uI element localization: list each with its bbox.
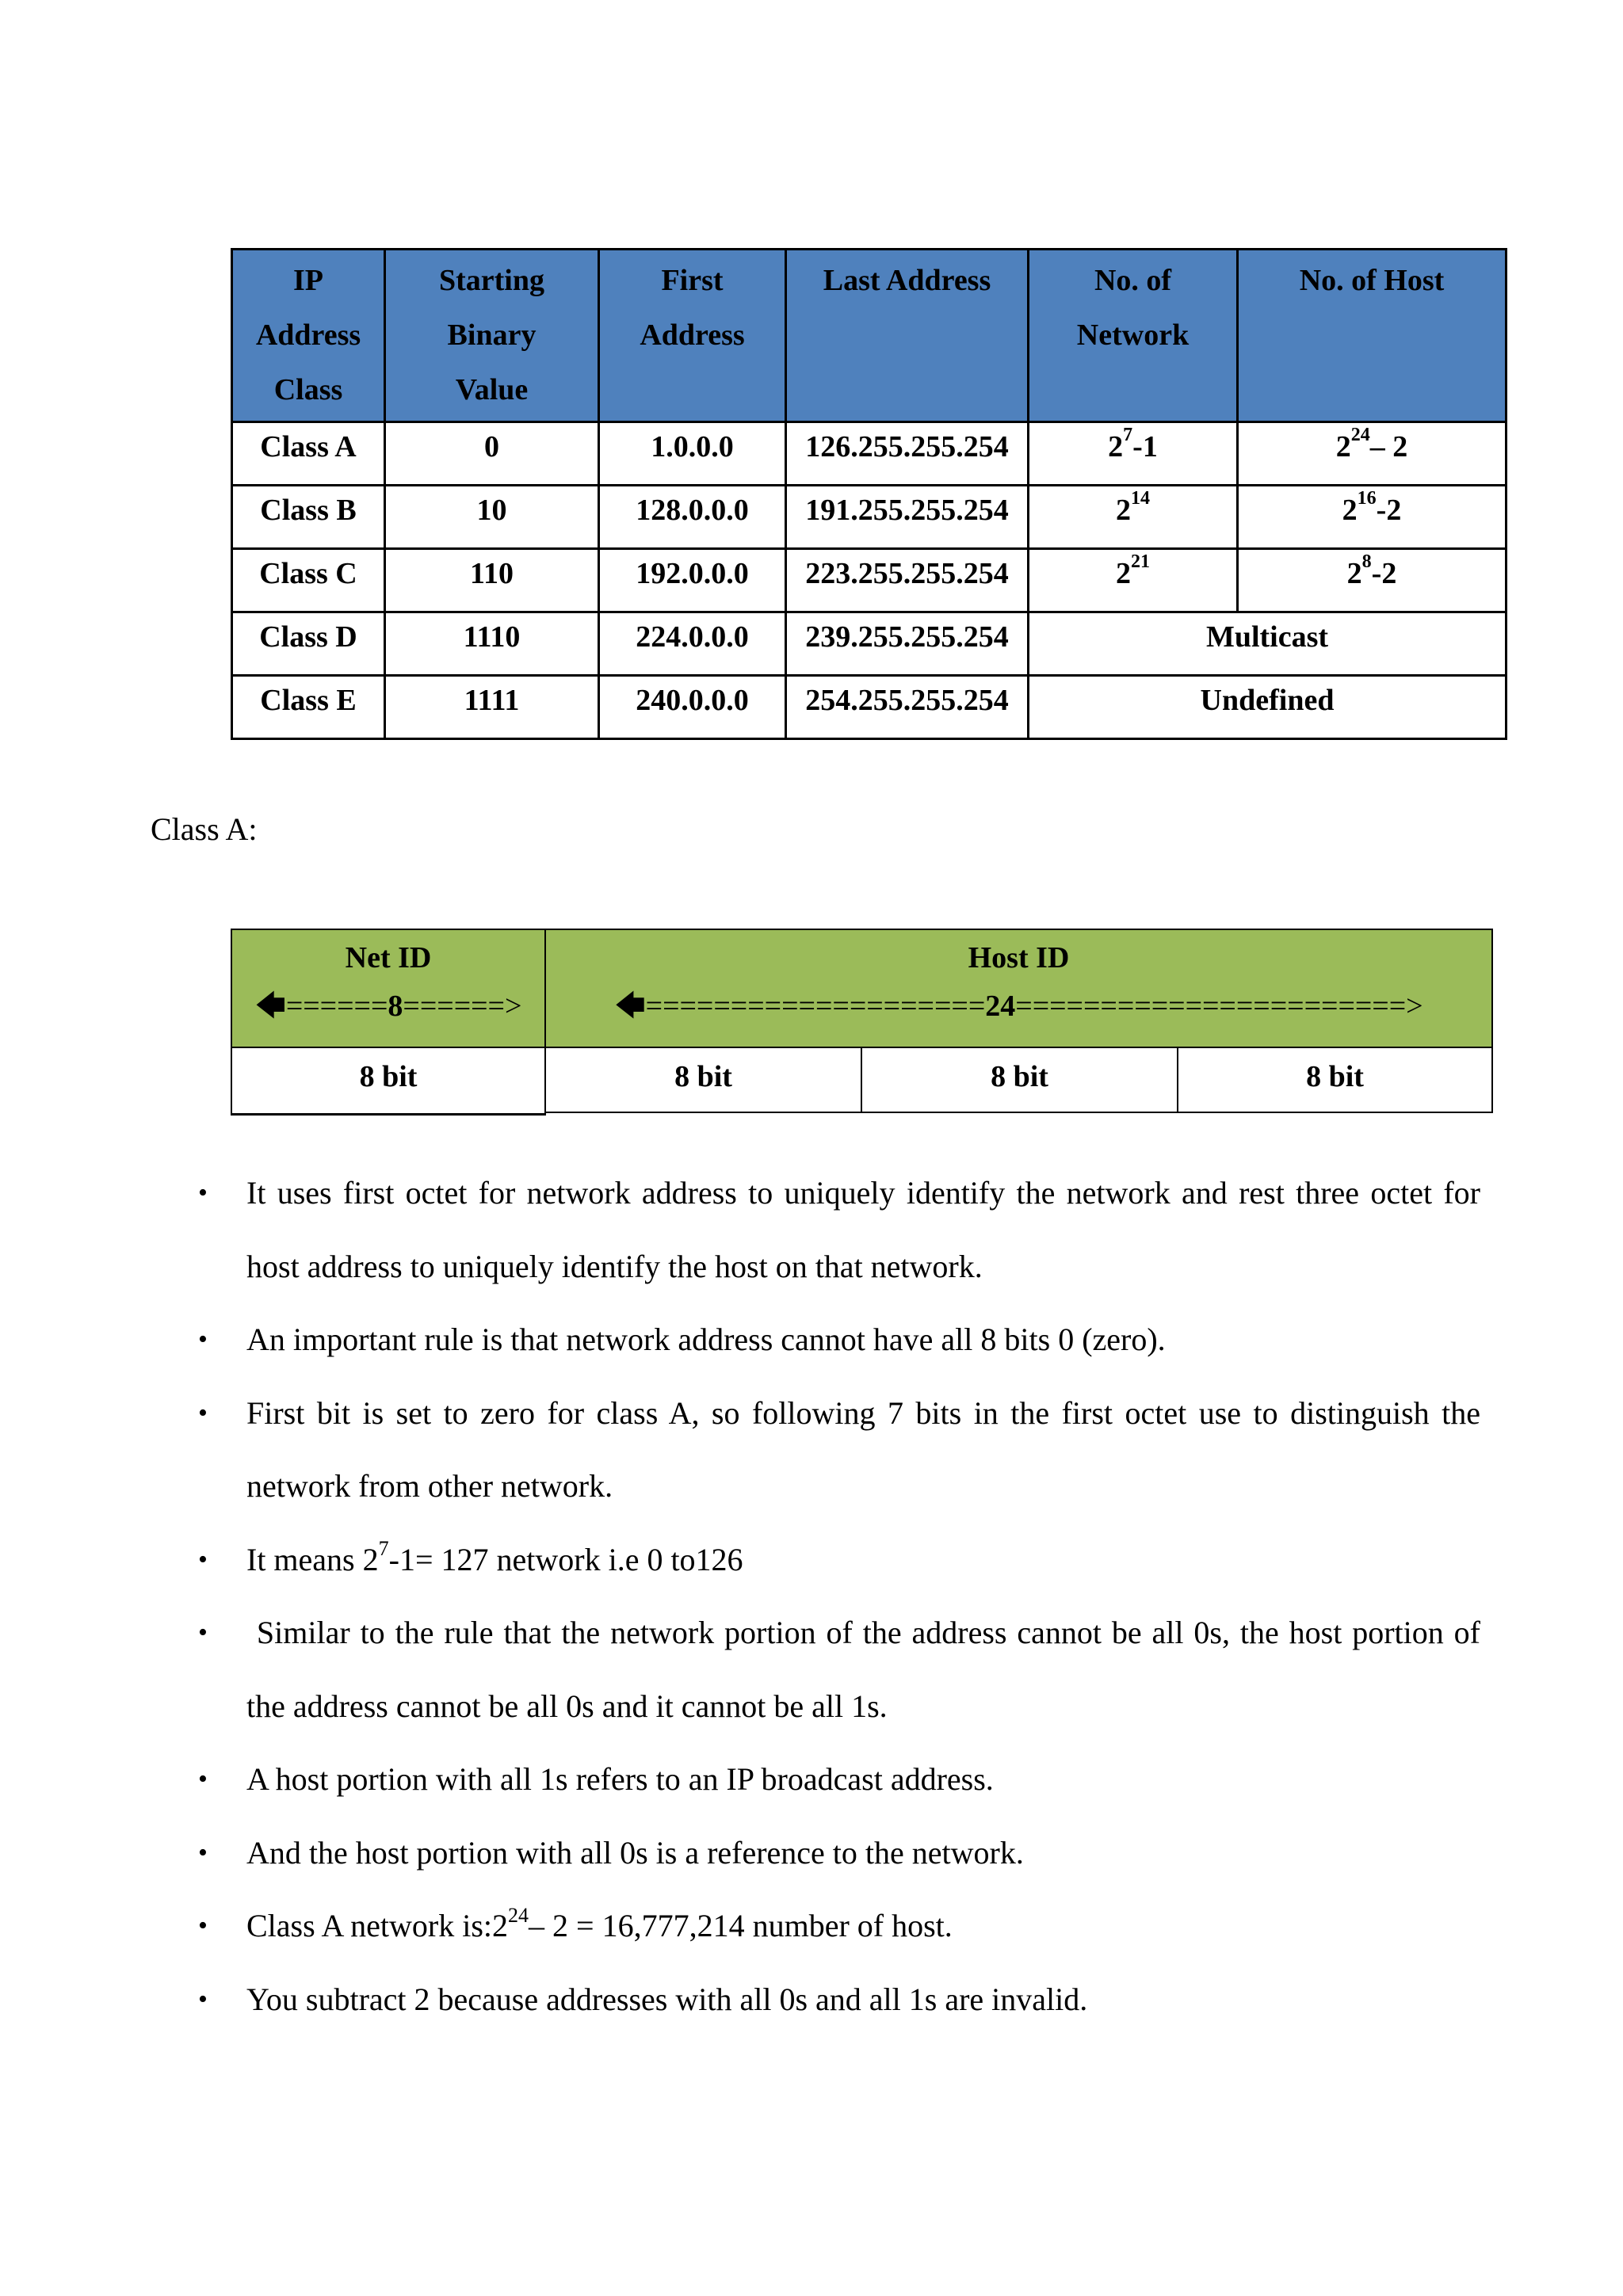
cell-networks: $2^{21}$: [1029, 549, 1238, 612]
header-ip-address-class: IP Address Class: [232, 250, 385, 422]
bullet-icon: •: [198, 1911, 208, 1940]
octet-1-bits: 8 bit: [231, 1047, 546, 1116]
list-item: • A host portion with all 1s refers to an IP broadcast address.: [0, 1743, 1480, 1817]
class-a-octet-diagram: [231, 929, 1493, 1116]
cell-first-address: 240.0.0.0: [599, 676, 786, 739]
cell-last-address: 254.255.255.254: [786, 676, 1029, 739]
table-row-class-a: [232, 422, 1507, 486]
host-id-cell: [544, 929, 1493, 1048]
bullet-icon: •: [198, 1178, 208, 1207]
host-id-span-arrow: 🡄====================24=======================>: [614, 990, 1423, 1023]
cell-class: Class D: [232, 612, 385, 676]
cell-last-address: 126.255.255.254: [786, 422, 1029, 486]
bullet-icon: •: [198, 1544, 208, 1574]
list-item: • Class A network $is:2^{24}-$ 2 = 16,777,214 number of host.: [0, 1890, 1480, 1963]
table-row-class-b: [232, 486, 1507, 549]
net-id-span-arrow: 🡄======8======>: [254, 990, 522, 1023]
list-item: • It means $2^7-1= 127$ network i.e 0 to126: [0, 1524, 1480, 1597]
table-row-class-d: [232, 612, 1507, 676]
table-row-class-e: [232, 676, 1507, 739]
net-id-title: Net ID: [345, 941, 432, 974]
octet-3-bits: 8 bit: [861, 1047, 1178, 1113]
header-starting-binary-value: Starting Binary Value: [385, 250, 599, 422]
cell-last-address: 223.255.255.254: [786, 549, 1029, 612]
bullet-icon: •: [198, 1984, 208, 2014]
host-id-title: Host ID: [968, 941, 1070, 974]
net-id-cell: [231, 929, 546, 1048]
cell-hosts: $2^{24}-$ 2: [1238, 422, 1507, 486]
cell-binary: 10: [385, 486, 599, 549]
list-item: • It uses first octet for network address to uniquely identify the network and rest three octet for host address to uniquely identify the host on that network.: [0, 1157, 1480, 1303]
cell-binary: 1111: [385, 676, 599, 739]
cell-last-address: 191.255.255.254: [786, 486, 1029, 549]
cell-class: Class A: [232, 422, 385, 486]
header-no-of-host: No. of Host: [1238, 250, 1507, 422]
bullet-icon: •: [198, 1618, 208, 1647]
list-item: • And the host portion with all 0s is a reference to the network.: [0, 1817, 1480, 1890]
ip-class-table: [231, 248, 1507, 740]
cell-class: Class E: [232, 676, 385, 739]
cell-hosts: $2^8-2$: [1238, 549, 1507, 612]
bullet-icon: •: [198, 1764, 208, 1794]
table-row-class-c: [232, 549, 1507, 612]
header-last-address: Last Address: [786, 250, 1029, 422]
cell-first-address: 128.0.0.0: [599, 486, 786, 549]
cell-class: Class B: [232, 486, 385, 549]
cell-networks: $2^7-1$: [1029, 422, 1238, 486]
octet-4-bits: 8 bit: [1177, 1047, 1493, 1113]
cell-multicast: Multicast: [1029, 612, 1507, 676]
list-item: • Similar to the rule that the network portion of the address cannot be all 0s, the host portion of the address cannot be all 0s and it cannot be all 1s.: [0, 1596, 1480, 1743]
cell-first-address: 1.0.0.0: [599, 422, 786, 486]
header-no-of-network: No. of Network: [1029, 250, 1238, 422]
cell-binary: 1110: [385, 612, 599, 676]
bullet-icon: •: [198, 1325, 208, 1354]
list-item: • You subtract 2 because addresses with all 0s and all 1s are invalid.: [0, 1963, 1480, 2037]
cell-class: Class C: [232, 549, 385, 612]
cell-first-address: 192.0.0.0: [599, 549, 786, 612]
bullet-icon: •: [198, 1837, 208, 1867]
class-a-notes-list: [0, 1157, 1623, 2036]
cell-last-address: 239.255.255.254: [786, 612, 1029, 676]
cell-binary: 110: [385, 549, 599, 612]
list-item: • An important rule is that network address cannot have all 8 bits 0 (zero).: [0, 1303, 1480, 1377]
list-item: • First bit is set to zero for class A, so following 7 bits in the first octet use to distinguish the network from other network.: [0, 1377, 1480, 1524]
cell-undefined: Undefined: [1029, 676, 1507, 739]
cell-first-address: 224.0.0.0: [599, 612, 786, 676]
class-a-heading: Class A:: [151, 811, 258, 847]
table-header-row: [232, 250, 1507, 422]
bullet-icon: •: [198, 1398, 208, 1428]
octet-2-bits: 8 bit: [544, 1047, 862, 1113]
cell-networks: $2^{14}$: [1029, 486, 1238, 549]
header-first-address: First Address: [599, 250, 786, 422]
cell-hosts: $2^{16}-2$: [1238, 486, 1507, 549]
cell-binary: 0: [385, 422, 599, 486]
